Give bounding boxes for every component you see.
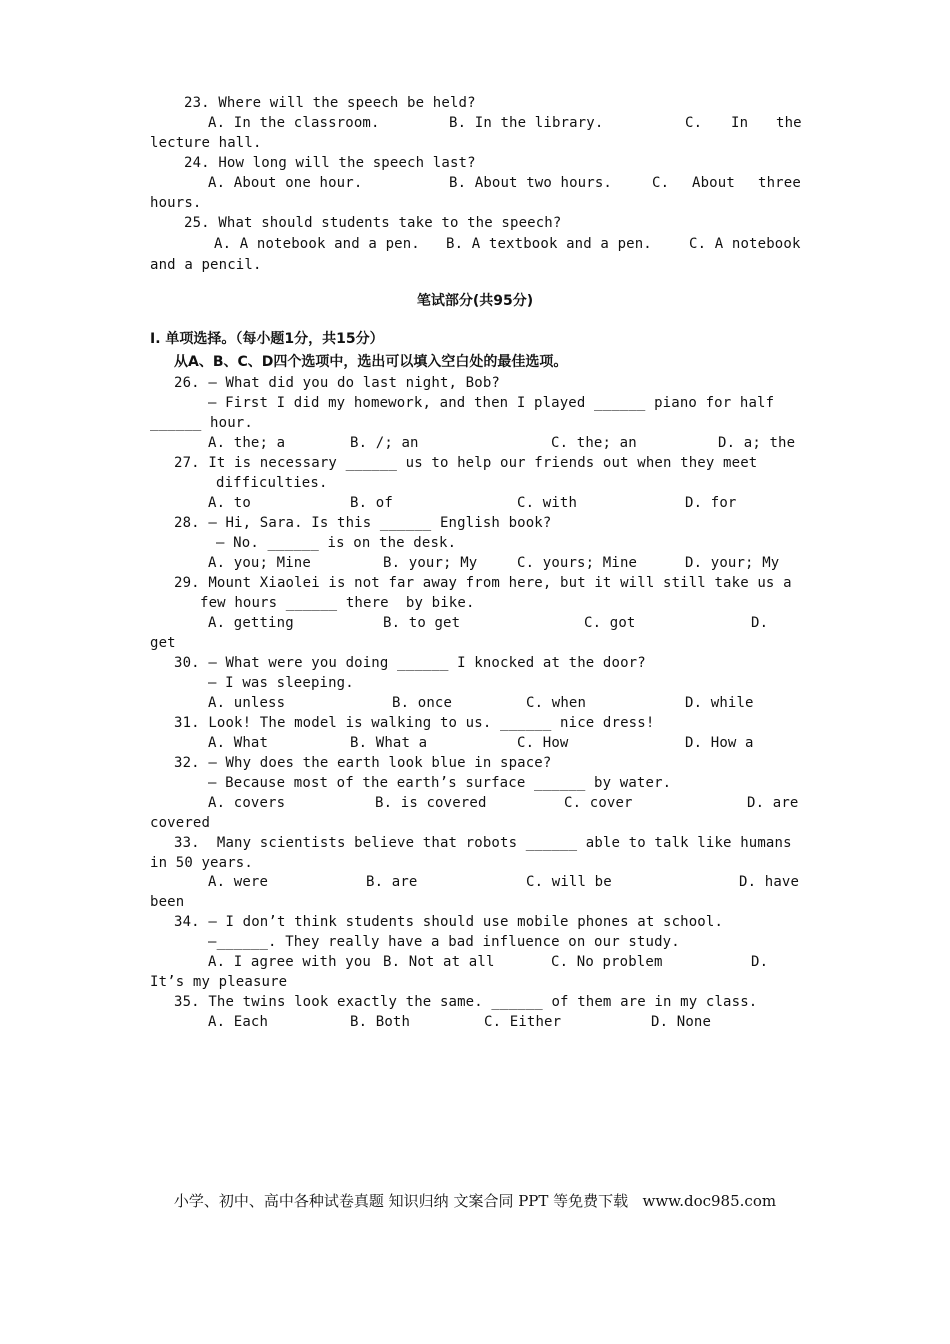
section-instruction: 从A、B、C、D四个选项中，选出可以填入空白处的最佳选项。 (174, 354, 568, 370)
q29-option-d-label: D. (751, 615, 769, 631)
q28-option-a: A. you; Mine (208, 555, 311, 571)
q27-option-b: B. of (350, 495, 393, 511)
q32-option-b: B. is covered (375, 795, 487, 811)
q24-option-c-cont: hours. (150, 195, 202, 211)
q25-option-c-cont: and a pencil. (150, 257, 262, 273)
q33-stem: 33. Many scientists believe that robots ______ able to talk like humans (174, 835, 792, 851)
page-footer: 小学、初中、高中各种试卷真题 知识归纳 文案合同 PPT 等免费下载 www.doc985.com (173, 1192, 777, 1210)
q32-option-a: A. covers (208, 795, 286, 811)
q33-option-b: B. are (366, 874, 418, 890)
q28-line2: — No. ______ is on the desk. (216, 535, 457, 551)
q33-option-d-cont: been (150, 894, 185, 910)
q25-stem: 25. What should students take to the speech? (184, 215, 562, 231)
q34-option-c: C. No problem (551, 954, 663, 970)
q33-option-c: C. will be (526, 874, 612, 890)
q23-stem: 23. Where will the speech be held? (184, 95, 476, 111)
q35-option-a: A. Each (208, 1014, 269, 1030)
q29-option-c: C. got (584, 615, 636, 631)
q30-option-b: B. once (392, 695, 453, 711)
q23-option-a: A. In the classroom. (208, 115, 380, 131)
q30-option-a: A. unless (208, 695, 286, 711)
q28-option-b: B. your; My (383, 555, 478, 571)
q25-option-c: C. A notebook (689, 236, 801, 252)
written-part-title: 笔试部分(共95分) (416, 293, 534, 309)
q26-line3: ______ hour. (150, 415, 253, 431)
q33-line2: in 50 years. (150, 855, 253, 871)
q31-option-a: A. What (208, 735, 269, 751)
q26-option-b: B. /; an (350, 435, 419, 451)
q31-stem: 31. Look! The model is walking to us. ______ nice dress! (174, 715, 655, 731)
q27-option-d: D. for (685, 495, 737, 511)
q25-option-a: A. A notebook and a pen. (214, 236, 420, 252)
q34-option-d-label: D. (751, 954, 769, 970)
q34-line2: —______. They really have a bad influence on our study. (208, 934, 680, 950)
q29-option-d-cont: get (150, 635, 176, 651)
q23-option-c-cont: lecture hall. (150, 135, 262, 151)
section-title: I. 单项选择。（每小题1分，共15分） (150, 331, 384, 347)
q28-stem: 28. — Hi, Sara. Is this ______ English book? (174, 515, 552, 531)
q32-line2: — Because most of the earth’s surface ______ by water. (208, 775, 672, 791)
q24-option-c-word2: three (758, 175, 801, 191)
q23-option-b: B. In the library. (449, 115, 604, 131)
q35-option-d: D. None (651, 1014, 712, 1030)
q28-option-c: C. yours; Mine (517, 555, 638, 571)
q27-option-a: A. to (208, 495, 251, 511)
q34-option-b: B. Not at all (383, 954, 495, 970)
q25-option-b: B. A textbook and a pen. (446, 236, 652, 252)
q27-line2: difficulties. (216, 475, 328, 491)
q33-option-d-label: D. have (739, 874, 800, 890)
q30-stem: 30. — What were you doing ______ I knocked at the door? (174, 655, 646, 671)
q34-stem: 34. — I don’t think students should use mobile phones at school. (174, 914, 724, 930)
q33-option-a: A. were (208, 874, 269, 890)
q32-stem: 32. — Why does the earth look blue in space? (174, 755, 552, 771)
q31-option-b: B. What a (350, 735, 428, 751)
q24-option-b: B. About two hours. (449, 175, 612, 191)
q29-option-b: B. to get (383, 615, 461, 631)
q35-option-c: C. Either (484, 1014, 562, 1030)
q26-line2: — First I did my homework, and then I played ______ piano for half (208, 395, 775, 411)
q31-option-c: C. How (517, 735, 569, 751)
q26-option-d: D. a; the (718, 435, 796, 451)
q26-option-c: C. the; an (551, 435, 637, 451)
q27-stem: 27. It is necessary ______ us to help our friends out when they meet (174, 455, 758, 471)
q24-option-c-label: C. (652, 175, 670, 191)
q23-option-c-word2: the (776, 115, 802, 131)
q32-option-c: C. cover (564, 795, 633, 811)
q32-option-d-label: D. are (747, 795, 799, 811)
q29-option-a: A. getting (208, 615, 294, 631)
q32-option-d-cont: covered (150, 815, 211, 831)
q24-stem: 24. How long will the speech last? (184, 155, 476, 171)
q29-line2: few hours ______ there by bike. (200, 595, 475, 611)
q24-option-a: A. About one hour. (208, 175, 363, 191)
q27-option-c: C. with (517, 495, 578, 511)
q26-stem: 26. — What did you do last night, Bob? (174, 375, 500, 391)
q30-option-d: D. while (685, 695, 754, 711)
q34-option-d-cont: It’s my pleasure (150, 974, 288, 990)
q24-option-c-word1: About (692, 175, 735, 191)
q30-option-c: C. when (526, 695, 587, 711)
q23-option-c-word1: In (731, 115, 749, 131)
q34-option-a: A. I agree with you (208, 954, 371, 970)
q23-option-c-label: C. (685, 115, 703, 131)
q26-option-a: A. the; a (208, 435, 286, 451)
q30-line2: — I was sleeping. (208, 675, 354, 691)
q31-option-d: D. How a (685, 735, 754, 751)
q35-stem: 35. The twins look exactly the same. ______ of them are in my class. (174, 994, 758, 1010)
q28-option-d: D. your; My (685, 555, 780, 571)
q35-option-b: B. Both (350, 1014, 411, 1030)
q29-stem: 29. Mount Xiaolei is not far away from here, but it will still take us a (174, 575, 792, 591)
